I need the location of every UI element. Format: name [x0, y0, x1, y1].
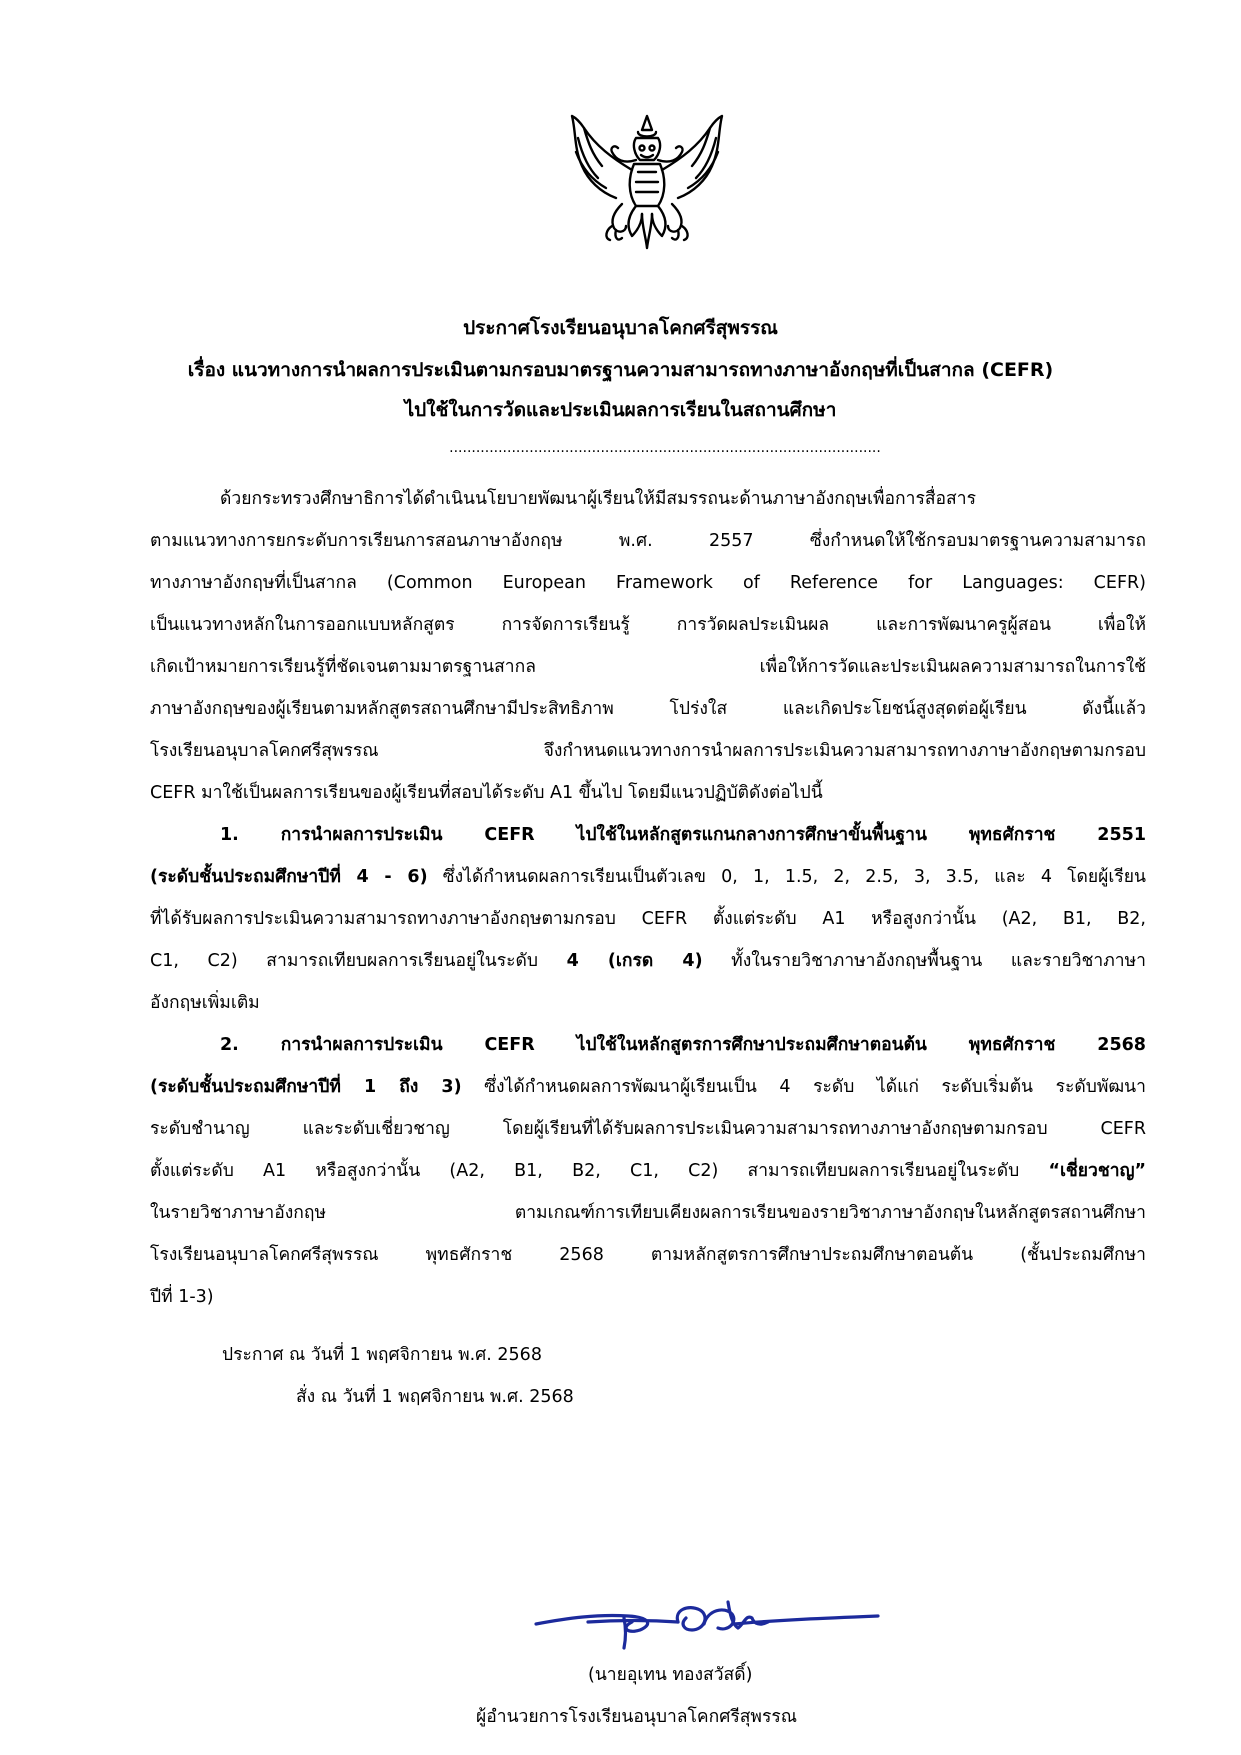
- item1-line: C1, C2) สามารถเทียบผลการเรียนอยู่ในระดับ 4 (เกรด 4) ทั้งในรายวิชาภาษาอังกฤษพื้นฐาน และรายวิชาภาษา: [150, 951, 1146, 971]
- item2-line: ในรายวิชาภาษาอังกฤษ ตามเกณฑ์การเทียบเคียงผลการเรียนของรายวิชาภาษาอังกฤษในหลักสูตรสถานศึกษา: [150, 1203, 1146, 1223]
- subject-title-continued: ไปใช้ในการวัดและประเมินผลการเรียนในสถานศึกษา: [404, 399, 837, 421]
- item2-line: (ระดับชั้นประถมศึกษาปีที่ 1 ถึง 3) ซึ่งได้กำหนดผลการพัฒนาผู้เรียนเป็น 4 ระดับ ได้แก่ ระดับเริ่มต้น ระดับพัฒนา: [150, 1077, 1146, 1097]
- subject-title: เรื่อง แนวทางการนำผลการประเมินตามกรอบมาตรฐานความสามารถทางภาษาอังกฤษที่เป็นสากล (CEFR): [187, 359, 1054, 381]
- item1-line: อังกฤษเพิ่มเติม: [150, 993, 260, 1013]
- intro-line: โรงเรียนอนุบาลโคกศรีสุพรรณ จึงกำหนดแนวทางการนำผลการประเมินความสามารถทางภาษาอังกฤษตามกรอบ: [150, 741, 1146, 761]
- item1-level: (ระดับชั้นประถมศึกษาปีที่ 4 - 6): [150, 867, 428, 887]
- signer-name: (นายอุเทน ทองสวัสดิ์): [588, 1665, 753, 1685]
- intro-line: CEFR มาใช้เป็นผลการเรียนของผู้เรียนที่สอบได้ระดับ A1 ขึ้นไป โดยมีแนวปฏิบัติดังต่อไปนี้: [150, 783, 823, 803]
- item2-expert-level: “เชี่ยวชาญ”: [1048, 1161, 1146, 1181]
- intro-line: เป็นแนวทางหลักในการออกแบบหลักสูตร การจัดการเรียนรู้ การวัดผลประเมินผล และการพัฒนาครูผู้สอน เพื่อให้: [150, 615, 1146, 635]
- item1-grade: 4 (เกรด 4): [566, 951, 703, 971]
- item1-line: (ระดับชั้นประถมศึกษาปีที่ 4 - 6) ซึ่งได้กำหนดผลการเรียนเป็นตัวเลข 0, 1, 1.5, 2, 2.5, 3, 3.5, และ 4 โดยผู้เรียน: [150, 867, 1146, 887]
- signer-position: ผู้อำนวยการโรงเรียนอนุบาลโคกศรีสุพรรณ: [476, 1707, 797, 1727]
- item2-line: ปีที่ 1-3): [150, 1287, 214, 1307]
- intro-line: ทางภาษาอังกฤษที่เป็นสากล (Common European Framework of Reference for Languages: CEFR): [150, 573, 1146, 593]
- intro-line: ตามแนวทางการยกระดับการเรียนการสอนภาษาอังกฤษ พ.ศ. 2557 ซึ่งกำหนดให้ใช้กรอบมาตรฐานความสามารถ: [150, 531, 1146, 551]
- intro-line: ภาษาอังกฤษของผู้เรียนตามหลักสูตรสถานศึกษามีประสิทธิภาพ โปร่งใส และเกิดประโยชน์สูงสุดต่อผู้เรียน ดังนี้แล้ว: [150, 699, 1146, 719]
- item2-line: โรงเรียนอนุบาลโคกศรีสุพรรณ พุทธศักราช 2568 ตามหลักสูตรการศึกษาประถมศึกษาตอนต้น (ชั้นประถมศึกษา: [150, 1245, 1146, 1265]
- item2-line: ระดับชำนาญ และระดับเชี่ยวชาญ โดยผู้เรียนที่ได้รับผลการประเมินความสามารถทางภาษาอังกฤษตามกรอบ CEFR: [150, 1119, 1146, 1139]
- item1-line: ที่ได้รับผลการประเมินความสามารถทางภาษาอังกฤษตามกรอบ CEFR ตั้งแต่ระดับ A1 หรือสูงกว่านั้น (A2, B1, B2,: [150, 909, 1146, 929]
- item2-line: ตั้งแต่ระดับ A1 หรือสูงกว่านั้น (A2, B1, B2, C1, C2) สามารถเทียบผลการเรียนอยู่ในระดับ “เชี่ยวชาญ”: [150, 1161, 1146, 1181]
- announced-date: ประกาศ ณ วันที่ 1 พฤศจิกายน พ.ศ. 2568: [222, 1345, 542, 1365]
- signature-icon: [528, 1584, 888, 1654]
- announcement-title: ประกาศโรงเรียนอนุบาลโคกศรีสุพรรณ: [463, 317, 778, 339]
- item2-level: (ระดับชั้นประถมศึกษาปีที่ 1 ถึง 3): [150, 1077, 462, 1097]
- ordered-date: สั่ง ณ วันที่ 1 พฤศจิกายน พ.ศ. 2568: [296, 1387, 574, 1407]
- dotted-divider: .................................................................................................: [449, 440, 881, 456]
- garuda-emblem-icon: [562, 108, 732, 263]
- intro-line: เกิดเป้าหมายการเรียนรู้ที่ชัดเจนตามมาตรฐานสากล เพื่อให้การวัดและประเมินผลความสามารถในการใช้: [150, 657, 1146, 677]
- intro-line: ด้วยกระทรวงศึกษาธิการได้ดำเนินนโยบายพัฒนาผู้เรียนให้มีสมรรถนะด้านภาษาอังกฤษเพื่อการสื่อสาร: [220, 489, 976, 509]
- item1-heading: 1. การนำผลการประเมิน CEFR ไปใช้ในหลักสูตรแกนกลางการศึกษาขั้นพื้นฐาน พุทธศักราช 2551: [220, 825, 1146, 845]
- item2-heading: 2. การนำผลการประเมิน CEFR ไปใช้ในหลักสูตรการศึกษาประถมศึกษาตอนต้น พุทธศักราช 2568: [220, 1035, 1146, 1055]
